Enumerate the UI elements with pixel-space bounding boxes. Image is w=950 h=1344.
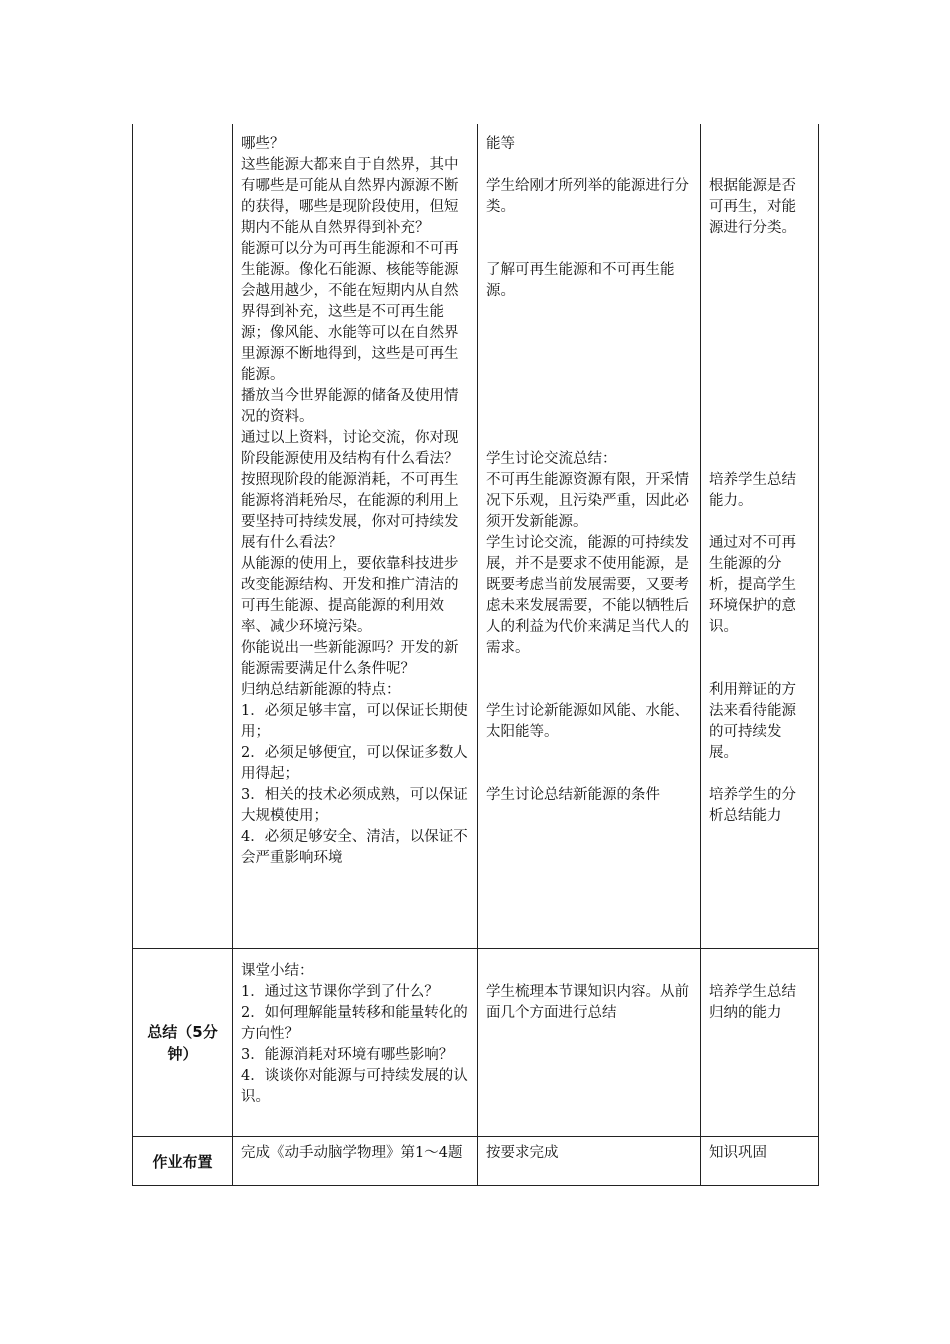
stage-cell xyxy=(133,948,233,1136)
teacher-text: 3．能源消耗对环境有哪些影响？ xyxy=(241,1046,454,1063)
teacher-text: 按照现阶段的能源消耗，不可再生能源将消耗殆尽，在能源的利用上要坚持可持续发展，你对可持续发展有什么看法？ xyxy=(241,472,459,551)
teacher-activity-cell xyxy=(233,124,478,948)
student-text: 能等 xyxy=(486,136,515,152)
teacher-text: 你能说出一些新能源吗？开发的新能源需要满足什么条件呢？ xyxy=(241,640,459,677)
stage-label: 作业布置 xyxy=(152,1152,213,1171)
student-text: 学生讨论交流，能源的可持续发展，并不是要求不使用能源，是既要考虑当前发展需要，又要考虑未来发展需要，不能以牺牲后人的利益为代价来满足当代人的需求。 xyxy=(486,535,689,656)
teacher-text: 2．必须足够便宜，可以保证多数人用得起； xyxy=(241,745,468,782)
intent-text: 培养学生的分析总结能力 xyxy=(709,787,796,824)
teacher-text: 4．必须足够安全、清洁，以保证不会严重影响环境 xyxy=(241,829,468,866)
teacher-text: 1．必须足够丰富，可以保证长期使用； xyxy=(241,703,468,740)
teacher-activity-cell xyxy=(233,1136,478,1185)
teacher-text: 通过以上资料，讨论交流，你对现阶段能源使用及结构有什么看法？ xyxy=(241,430,459,467)
student-text: 学生梳理本节课知识内容。从前面几个方面进行总结 xyxy=(486,983,689,1021)
student-activity-cell xyxy=(478,1136,701,1185)
lesson-plan-table xyxy=(132,124,819,1186)
teacher-text: 课堂小结： xyxy=(241,962,314,979)
stage-label: 总结（5分钟） xyxy=(147,1023,218,1063)
intent-text: 利用辩证的方法来看待能源的可持续发展。 xyxy=(709,682,796,761)
student-text: 了解可再生能源和不可再生能源。 xyxy=(486,262,675,299)
teacher-text: 完成《动手动脑学物理》第1～4题 xyxy=(241,1144,463,1161)
teacher-text: 从能源的使用上，要依靠科技进步改变能源结构、开发和推广清洁的可再生能源、提高能源的利用效率、减少环境污染。 xyxy=(241,556,459,635)
student-text: 学生讨论新能源如风能、水能、太阳能等。 xyxy=(486,703,689,740)
intent-text: 培养学生总结归纳的能力 xyxy=(709,983,796,1021)
teacher-text: 这些能源大都来自于自然界，其中有哪些是可能从自然界内源源不断的获得，哪些是现阶段使用，但短期内不能从自然界得到补充？ xyxy=(241,157,459,236)
intent-text: 培养学生总结能力。 xyxy=(709,472,796,509)
design-intent-cell xyxy=(701,1136,819,1185)
student-text: 学生讨论总结新能源的条件 xyxy=(486,787,660,803)
student-text: 不可再生能源资源有限，开采情况下乐观，且污染严重，因此必须开发新能源。 xyxy=(486,472,689,530)
teacher-text: 4．谈谈你对能源与可持续发展的认识。 xyxy=(241,1067,468,1105)
student-text: 学生讨论交流总结： xyxy=(486,451,617,467)
teacher-text: 哪些？ xyxy=(241,136,285,152)
table-row xyxy=(133,124,819,948)
teacher-text: 播放当今世界能源的储备及使用情况的资料。 xyxy=(241,388,459,425)
teacher-text: 3．相关的技术必须成熟，可以保证大规模使用； xyxy=(241,787,468,824)
table-row xyxy=(133,1136,819,1185)
teacher-text: 归纳总结新能源的特点： xyxy=(241,682,401,698)
student-text: 按要求完成 xyxy=(486,1144,559,1161)
intent-text: 知识巩固 xyxy=(709,1144,767,1161)
teacher-text: 能源可以分为可再生能源和不可再生能源。像化石能源、核能等能源会越用越少，不能在短期内从自然界得到补充，这些是不可再生能源；像风能、水能等可以在自然界里源源不断地得到，这些是可再生能源。 xyxy=(241,241,459,383)
design-intent-cell xyxy=(701,124,819,948)
student-activity-cell xyxy=(478,124,701,948)
intent-text: 根据能源是否可再生，对能源进行分类。 xyxy=(709,178,796,236)
student-text: 学生给刚才所列举的能源进行分类。 xyxy=(486,178,689,215)
teacher-text: 1．通过这节课你学到了什么？ xyxy=(241,983,439,1000)
stage-cell xyxy=(133,124,233,948)
design-intent-cell xyxy=(701,948,819,1136)
table-row xyxy=(133,948,819,1136)
intent-text: 通过对不可再生能源的分析，提高学生环境保护的意识。 xyxy=(709,535,796,635)
stage-cell xyxy=(133,1136,233,1185)
teacher-text: 2．如何理解能量转移和能量转化的方向性？ xyxy=(241,1004,468,1042)
student-activity-cell xyxy=(478,948,701,1136)
teacher-activity-cell xyxy=(233,948,478,1136)
